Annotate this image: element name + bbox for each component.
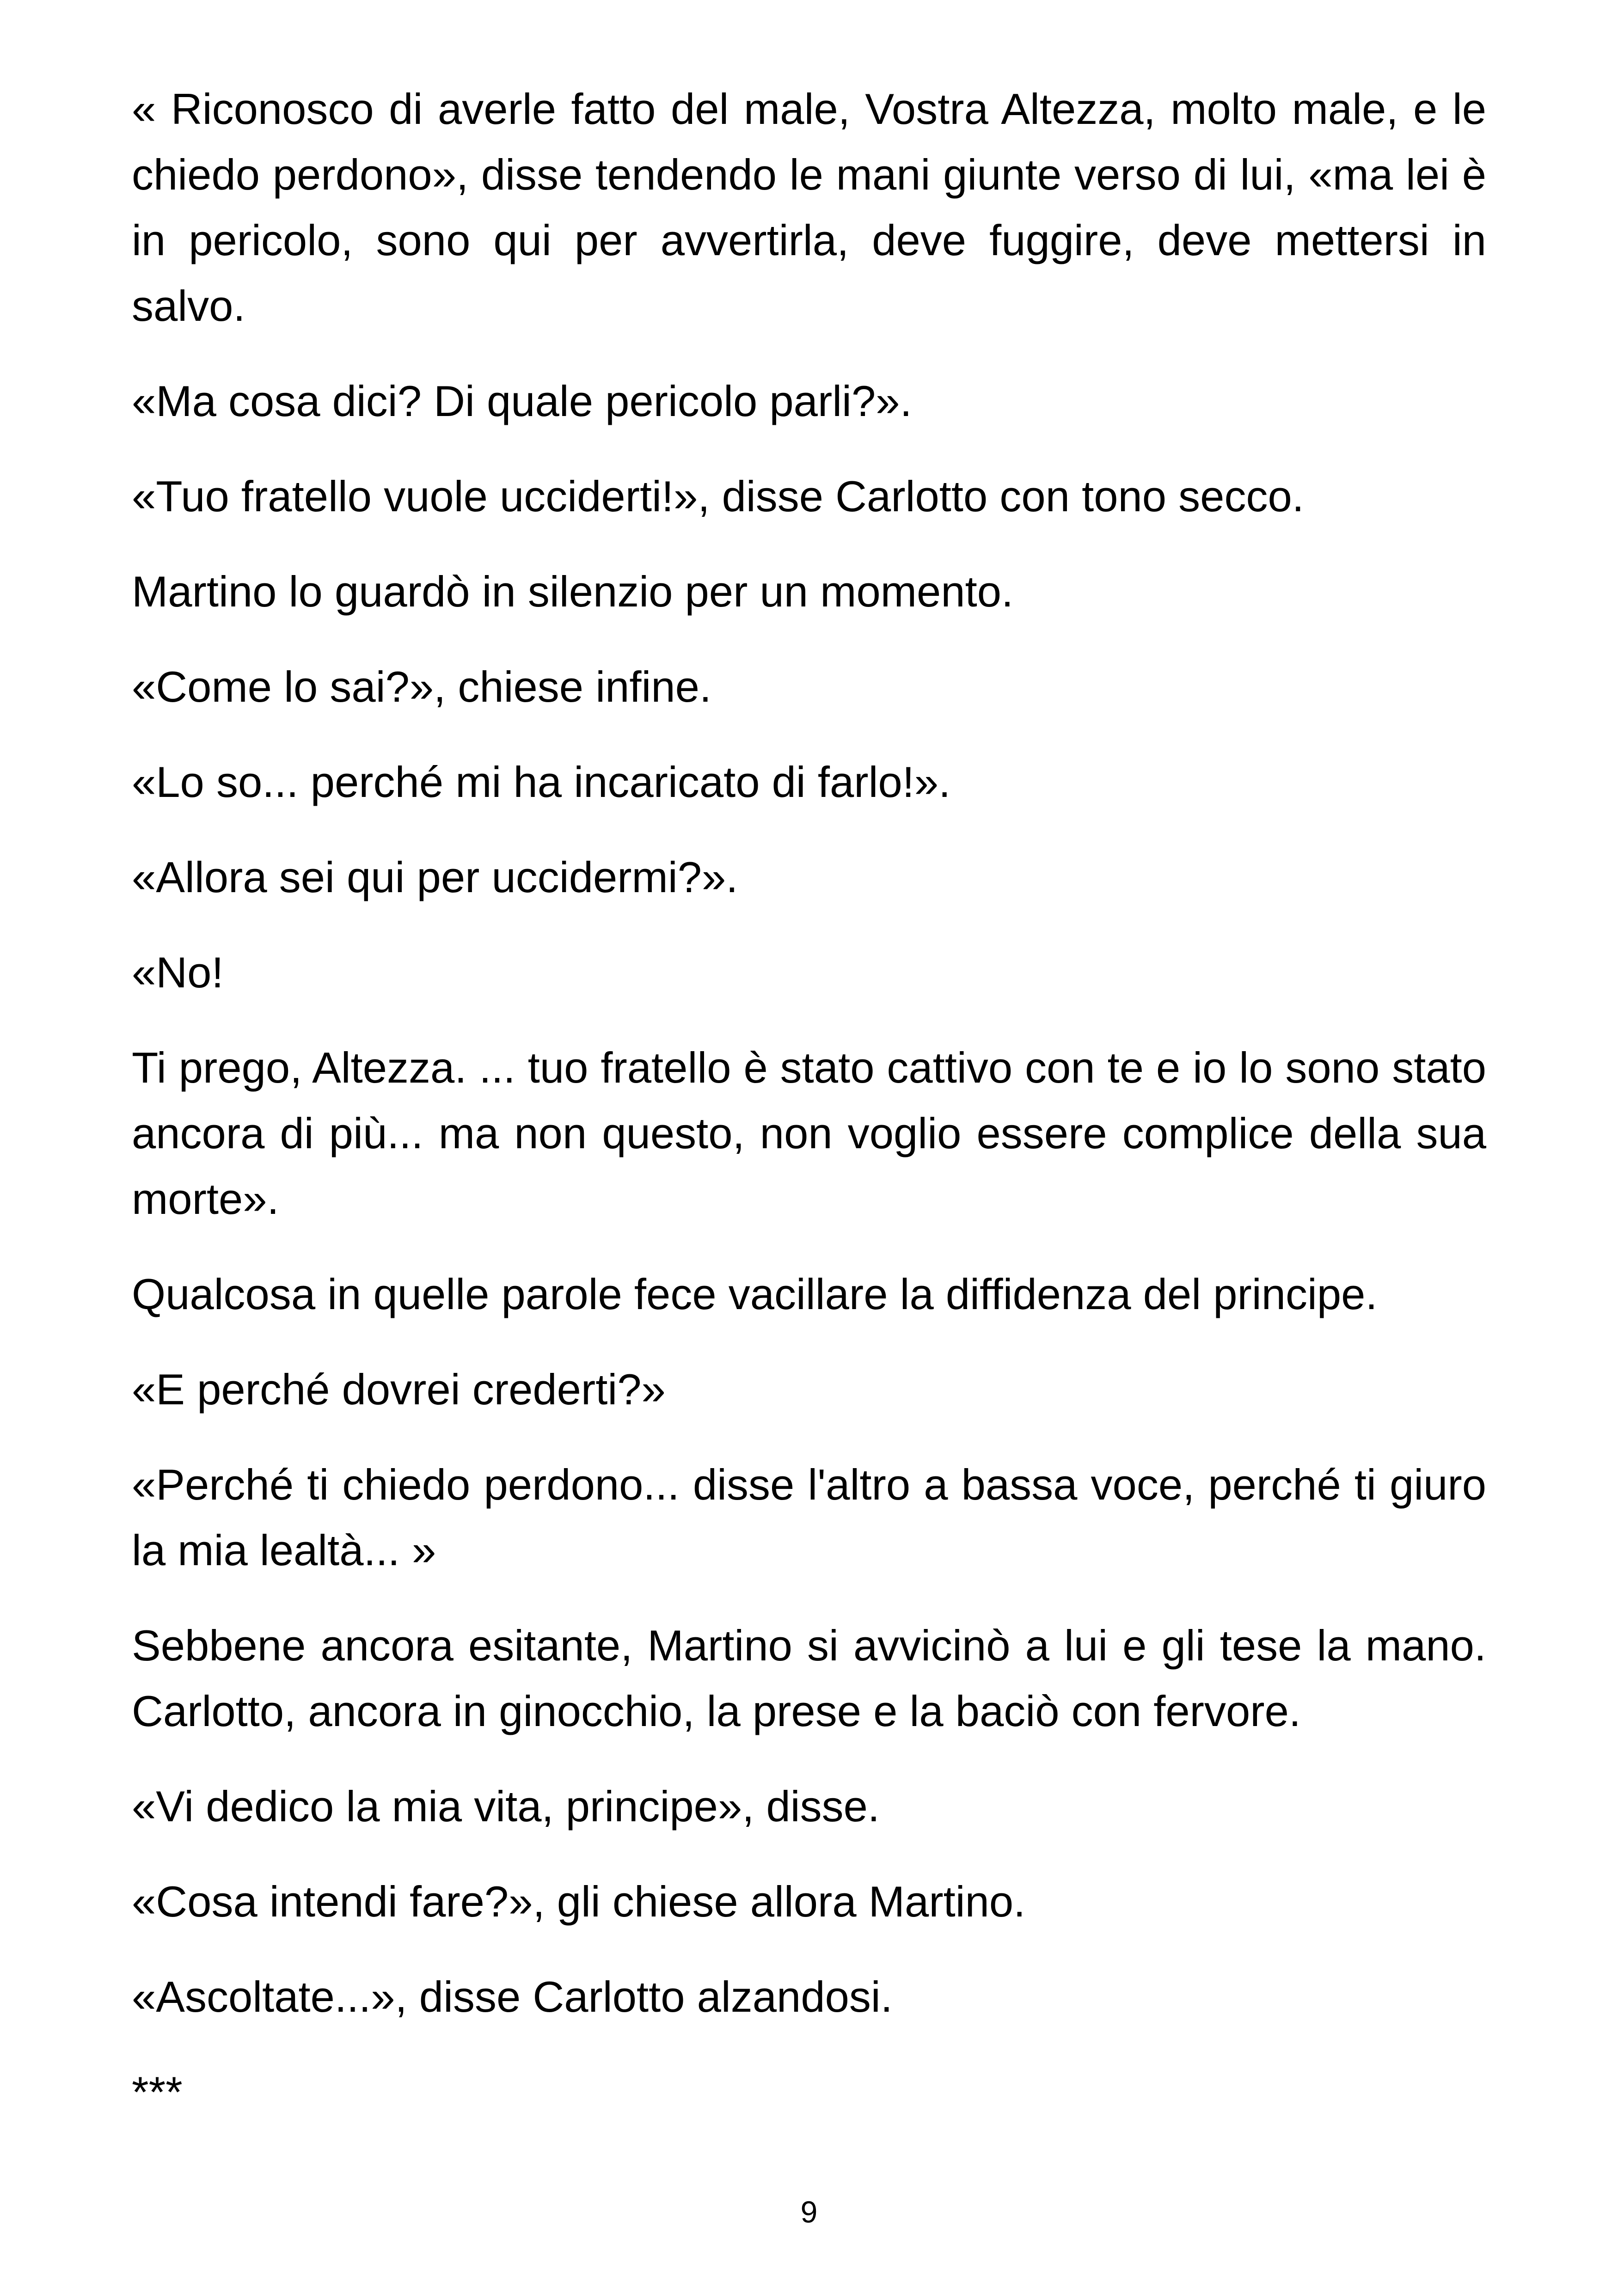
paragraph-13: Sebbene ancora esitante, Martino si avvicinò a lui e gli tese la mano. Carlotto, ancora in ginocchio, la prese e la baciò con fervore.	[132, 1621, 1486, 1735]
paragraph-16: «Ascoltate...», disse Carlotto alzandosi.	[132, 1972, 893, 2021]
paragraph-8: «No!	[132, 948, 224, 997]
paragraph-1: « Riconosco di averle fatto del male, Vostra Altezza, molto male, e le chiedo perdono», disse tendendo le mani giunte verso di lui, «ma lei è in pericolo, sono qui per avvertirla, deve fuggire, deve mettersi in salvo.	[132, 85, 1486, 330]
paragraph-2: «Ma cosa dici? Di quale pericolo parli?».	[132, 377, 912, 425]
paragraph-10: Qualcosa in quelle parole fece vacillare la diffidenza del principe.	[132, 1270, 1378, 1318]
section-break: ***	[132, 2068, 183, 2116]
paragraph-3: «Tuo fratello vuole ucciderti!», disse Carlotto con tono secco.	[132, 472, 1304, 520]
paragraph-7: «Allora sei qui per uccidermi?».	[132, 853, 738, 901]
body-text	[132, 76, 1486, 2155]
paragraph-5: «Come lo sai?», chiese infine.	[132, 662, 712, 711]
paragraph-9: Ti prego, Altezza. ... tuo fratello è stato cattivo con te e io lo sono stato ancora di più... ma non questo, non voglio essere complice della sua morte».	[132, 1043, 1486, 1223]
page-number: 9	[800, 2195, 818, 2229]
paragraph-14: «Vi dedico la mia vita, principe», disse.	[132, 1782, 880, 1831]
paragraph-11: «E perché dovrei crederti?»	[132, 1365, 666, 1414]
paragraph-15: «Cosa intendi fare?», gli chiese allora Martino.	[132, 1877, 1026, 1926]
paragraph-12: «Perché ti chiedo perdono... disse l'altro a bassa voce, perché ti giuro la mia lealtà... »	[132, 1460, 1486, 1574]
paragraph-4: Martino lo guardò in silenzio per un momento.	[132, 567, 1014, 616]
paragraph-6: «Lo so... perché mi ha incaricato di farlo!».	[132, 758, 951, 806]
